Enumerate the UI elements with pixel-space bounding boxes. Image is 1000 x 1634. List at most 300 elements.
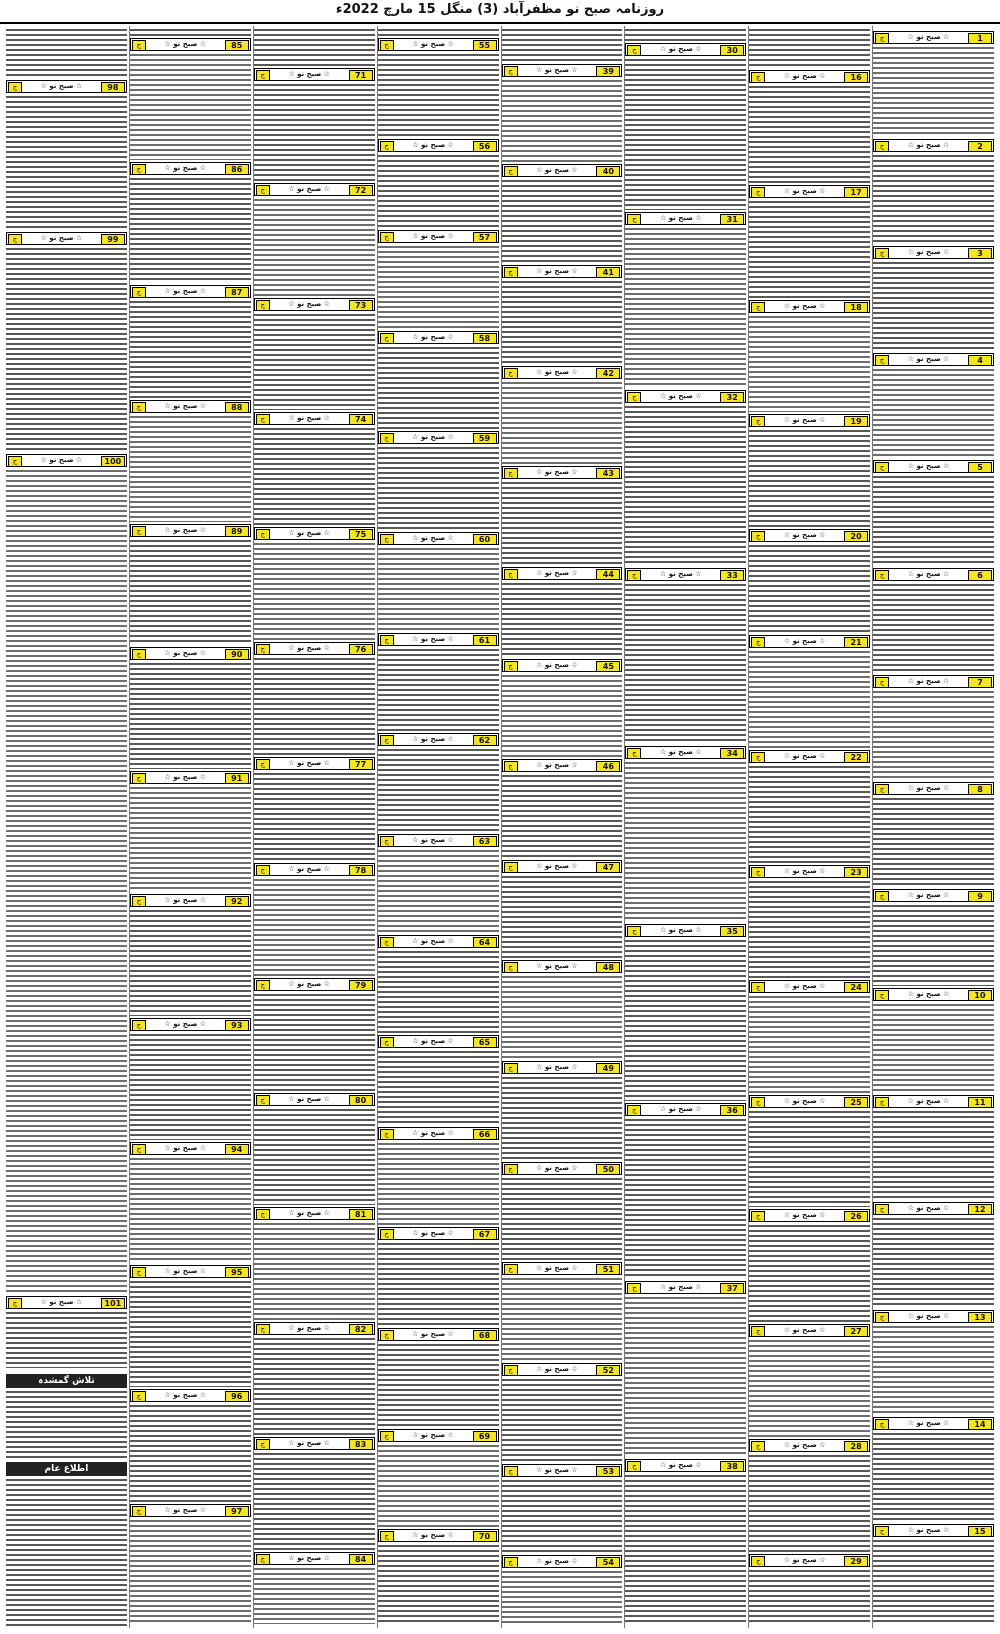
ad-text bbox=[378, 1242, 499, 1326]
ad-header bbox=[378, 230, 499, 243]
ad-text bbox=[625, 1118, 746, 1279]
ad-number: 5 bbox=[968, 462, 992, 473]
ad-mark: ج bbox=[504, 761, 518, 772]
ad-header bbox=[502, 567, 623, 580]
ad-header bbox=[749, 414, 870, 427]
ad-number: 25 bbox=[844, 1097, 868, 1108]
ad-brand-label: ☆ صبح نو ☆ bbox=[536, 166, 578, 174]
ad-number: 30 bbox=[720, 45, 744, 56]
ad-brand-label: ☆ صبح نو ☆ bbox=[40, 82, 83, 90]
ad-header bbox=[378, 38, 499, 51]
ad-header bbox=[873, 353, 994, 366]
public-notice-header: اطلاع عام bbox=[6, 1462, 127, 1476]
ad-text bbox=[378, 1444, 499, 1527]
ad-number: 22 bbox=[844, 752, 868, 763]
ad-text bbox=[625, 1296, 746, 1457]
ad-mark: ج bbox=[875, 1312, 889, 1323]
ad-mark: ج bbox=[751, 637, 765, 648]
ad-header bbox=[130, 400, 251, 413]
ad-column bbox=[129, 26, 251, 1628]
ad-mark: ج bbox=[875, 355, 889, 366]
ad-mark: ج bbox=[504, 1264, 518, 1275]
ad-brand-label: ☆ صبح نو ☆ bbox=[783, 1441, 826, 1449]
ad-header bbox=[873, 988, 994, 1001]
ad-mark: ج bbox=[380, 433, 394, 444]
ad-number: 93 bbox=[225, 1020, 249, 1031]
ad-number: 96 bbox=[225, 1391, 249, 1402]
ad-number: 71 bbox=[349, 70, 373, 81]
ad-brand-label: ☆ صبح نو ☆ bbox=[536, 962, 578, 970]
ad-text bbox=[625, 28, 746, 41]
ad-header bbox=[873, 1310, 994, 1323]
ad-number: 89 bbox=[225, 526, 249, 537]
ad-brand-label: ☆ صبح نو ☆ bbox=[907, 248, 950, 256]
ad-text bbox=[130, 300, 251, 398]
ad-number: 2 bbox=[968, 141, 992, 152]
ad-text bbox=[625, 761, 746, 922]
ad-column bbox=[6, 26, 127, 1628]
ad-mark: ج bbox=[751, 1556, 765, 1567]
ad-number: 48 bbox=[596, 962, 620, 973]
ad-brand-label: ☆ صبح نو ☆ bbox=[907, 1526, 950, 1534]
ad-mark: ج bbox=[380, 40, 394, 51]
ad-text bbox=[378, 1544, 499, 1624]
ad-text bbox=[130, 1280, 251, 1387]
ad-column bbox=[377, 26, 499, 1628]
ad-header bbox=[502, 164, 623, 177]
ad-mark: ج bbox=[8, 1298, 22, 1309]
ad-text bbox=[6, 1311, 127, 1368]
ad-brand-label: ☆ صبح نو ☆ bbox=[783, 752, 826, 760]
ad-brand-label: ☆ صبح نو ☆ bbox=[164, 1506, 207, 1514]
ad-number: 16 bbox=[844, 72, 868, 83]
ad-mark: ج bbox=[875, 990, 889, 1001]
ad-text bbox=[625, 1474, 746, 1624]
ad-brand-label: ☆ صبح نو ☆ bbox=[536, 468, 578, 476]
ad-mark: ج bbox=[380, 1229, 394, 1240]
ad-header bbox=[254, 1437, 375, 1450]
ad-header bbox=[625, 390, 746, 403]
ad-header bbox=[749, 865, 870, 878]
ad-number: 46 bbox=[596, 761, 620, 772]
ad-header bbox=[254, 1552, 375, 1565]
ad-brand-label: ☆ صبح نو ☆ bbox=[660, 1461, 702, 1469]
ad-header bbox=[873, 139, 994, 152]
ad-header bbox=[378, 1529, 499, 1542]
ad-text bbox=[502, 28, 623, 62]
ad-number: 18 bbox=[844, 302, 868, 313]
ad-header bbox=[749, 1554, 870, 1567]
ad-number: 39 bbox=[596, 66, 620, 77]
ad-mark: ج bbox=[256, 1095, 270, 1106]
ad-brand-label: ☆ صبح نو ☆ bbox=[907, 784, 950, 792]
ad-mark: ج bbox=[504, 267, 518, 278]
ad-text bbox=[378, 1050, 499, 1125]
ad-brand-label: ☆ صبح نو ☆ bbox=[412, 333, 454, 341]
ad-text bbox=[130, 662, 251, 769]
ad-number: 51 bbox=[596, 1264, 620, 1275]
ad-text bbox=[378, 648, 499, 731]
ad-header bbox=[873, 31, 994, 44]
ad-mark: ج bbox=[132, 1020, 146, 1031]
ad-brand-label: ☆ صبح نو ☆ bbox=[907, 1204, 950, 1212]
ad-text bbox=[873, 797, 994, 887]
ad-brand-label: ☆ صبح نو ☆ bbox=[412, 1037, 454, 1045]
ad-mark: ج bbox=[380, 534, 394, 545]
ad-brand-label: ☆ صبح نو ☆ bbox=[536, 862, 578, 870]
ad-header bbox=[254, 978, 375, 991]
ad-text bbox=[254, 28, 375, 66]
ad-brand-label: ☆ صبح نو ☆ bbox=[288, 300, 330, 308]
ad-brand-label: ☆ صبح نو ☆ bbox=[907, 1419, 950, 1427]
ad-brand-label: ☆ صبح نو ☆ bbox=[288, 414, 330, 422]
ad-text bbox=[6, 95, 127, 230]
ad-number: 8 bbox=[968, 784, 992, 795]
ad-text bbox=[378, 950, 499, 1033]
ad-text bbox=[502, 381, 623, 464]
ad-text bbox=[502, 79, 623, 162]
ad-mark: ج bbox=[875, 33, 889, 44]
ad-text bbox=[502, 674, 623, 757]
ad-brand-label: ☆ صبح نو ☆ bbox=[288, 1439, 330, 1447]
ad-header bbox=[873, 889, 994, 902]
ad-brand-label: ☆ صبح نو ☆ bbox=[412, 141, 454, 149]
ad-header bbox=[378, 1328, 499, 1341]
ad-mark: ج bbox=[256, 1554, 270, 1565]
ad-mark: ج bbox=[504, 368, 518, 379]
ad-mark: ج bbox=[380, 1531, 394, 1542]
ad-brand-label: ☆ صبح نو ☆ bbox=[783, 982, 826, 990]
ad-number: 20 bbox=[844, 531, 868, 542]
ad-header bbox=[130, 524, 251, 537]
ad-header bbox=[502, 366, 623, 379]
ad-mark: ج bbox=[8, 82, 22, 93]
ad-header bbox=[254, 757, 375, 770]
ad-text bbox=[130, 1157, 251, 1263]
ad-mark: ج bbox=[256, 70, 270, 81]
ad-mark: ج bbox=[504, 468, 518, 479]
ad-mark: ج bbox=[132, 1144, 146, 1155]
ad-header bbox=[378, 1429, 499, 1442]
ad-mark: ج bbox=[256, 644, 270, 655]
ad-mark: ج bbox=[380, 735, 394, 746]
ad-header bbox=[625, 1103, 746, 1116]
ad-number: 50 bbox=[596, 1164, 620, 1175]
ad-header bbox=[502, 1363, 623, 1376]
ad-mark: ج bbox=[627, 926, 641, 937]
ad-number: 95 bbox=[225, 1267, 249, 1278]
ad-brand-label: ☆ صبح نو ☆ bbox=[536, 761, 578, 769]
ad-header bbox=[6, 232, 127, 245]
ad-brand-label: ☆ صبح نو ☆ bbox=[164, 773, 207, 781]
ad-number: 43 bbox=[596, 468, 620, 479]
ad-text bbox=[502, 1479, 623, 1553]
ad-mark: ج bbox=[504, 1063, 518, 1074]
ad-mark: ج bbox=[256, 1324, 270, 1335]
ad-text bbox=[749, 1339, 870, 1437]
ad-header bbox=[749, 980, 870, 993]
ad-brand-label: ☆ صبح نو ☆ bbox=[288, 70, 330, 78]
ad-text bbox=[502, 875, 623, 958]
ad-text bbox=[749, 85, 870, 183]
ad-column bbox=[501, 26, 623, 1628]
ad-number: 6 bbox=[968, 570, 992, 581]
ad-header bbox=[254, 1093, 375, 1106]
ad-text bbox=[130, 415, 251, 522]
ad-header bbox=[502, 759, 623, 772]
ad-header bbox=[378, 139, 499, 152]
ad-number: 53 bbox=[596, 1466, 620, 1477]
ad-mark: ج bbox=[256, 980, 270, 991]
ad-text bbox=[873, 1110, 994, 1200]
ad-number: 60 bbox=[473, 534, 497, 545]
ad-text bbox=[378, 245, 499, 329]
ad-number: 64 bbox=[473, 937, 497, 948]
ad-number: 75 bbox=[349, 529, 373, 540]
ad-mark: ج bbox=[132, 402, 146, 413]
ad-text bbox=[502, 975, 623, 1059]
ad-number: 63 bbox=[473, 836, 497, 847]
ad-header bbox=[378, 1127, 499, 1140]
ad-text bbox=[254, 993, 375, 1091]
notice-text bbox=[6, 1390, 127, 1458]
ad-brand-label: ☆ صبح نو ☆ bbox=[288, 865, 330, 873]
ad-number: 68 bbox=[473, 1330, 497, 1341]
ad-brand-label: ☆ صبح نو ☆ bbox=[783, 1326, 826, 1334]
ad-brand-label: ☆ صبح نو ☆ bbox=[288, 759, 330, 767]
ad-header bbox=[502, 466, 623, 479]
ad-number: 66 bbox=[473, 1129, 497, 1140]
ad-header bbox=[378, 733, 499, 746]
ad-brand-label: ☆ صبح نو ☆ bbox=[164, 649, 207, 657]
ad-text bbox=[378, 53, 499, 137]
ad-mark: ج bbox=[256, 185, 270, 196]
ad-header bbox=[749, 750, 870, 763]
ad-number: 77 bbox=[349, 759, 373, 770]
ad-header bbox=[625, 568, 746, 581]
ad-number: 19 bbox=[844, 416, 868, 427]
ad-mark: ج bbox=[256, 865, 270, 876]
ad-header bbox=[130, 1504, 251, 1517]
ad-brand-label: ☆ صبح نو ☆ bbox=[907, 1097, 950, 1105]
ad-number: 72 bbox=[349, 185, 373, 196]
ad-number: 65 bbox=[473, 1037, 497, 1048]
ad-mark: ج bbox=[504, 962, 518, 973]
ad-brand-label: ☆ صبح نو ☆ bbox=[164, 1144, 207, 1152]
ad-brand-label: ☆ صبح نو ☆ bbox=[288, 185, 330, 193]
ad-brand-label: ☆ صبح نو ☆ bbox=[288, 644, 330, 652]
ad-text bbox=[254, 1567, 375, 1624]
ad-mark: ج bbox=[751, 1326, 765, 1337]
ad-mark: ج bbox=[875, 677, 889, 688]
ad-brand-label: ☆ صبح نو ☆ bbox=[536, 1466, 578, 1474]
ad-number: 41 bbox=[596, 267, 620, 278]
ad-number: 12 bbox=[968, 1204, 992, 1215]
ad-text bbox=[254, 427, 375, 525]
ad-number: 38 bbox=[720, 1461, 744, 1472]
ad-mark: ج bbox=[751, 1211, 765, 1222]
ad-number: 11 bbox=[968, 1097, 992, 1108]
ad-number: 28 bbox=[844, 1441, 868, 1452]
ad-mark: ج bbox=[627, 1283, 641, 1294]
ad-brand-label: ☆ صبح نو ☆ bbox=[907, 570, 950, 578]
ad-mark: ج bbox=[751, 752, 765, 763]
ad-text bbox=[502, 1177, 623, 1260]
ad-text bbox=[130, 1519, 251, 1624]
ad-mark: ج bbox=[8, 234, 22, 245]
ad-column bbox=[253, 26, 375, 1628]
ad-number: 94 bbox=[225, 1144, 249, 1155]
ad-number: 83 bbox=[349, 1439, 373, 1450]
ad-header bbox=[130, 162, 251, 175]
newspaper-masthead: روزنامہ صبح نو مظفرآباد (3) منگل 15 مارچ 2022ء bbox=[335, 2, 665, 17]
ad-text bbox=[749, 1454, 870, 1552]
ad-mark: ج bbox=[751, 72, 765, 83]
ad-mark: ج bbox=[132, 40, 146, 51]
ad-header bbox=[502, 1464, 623, 1477]
ad-mark: ج bbox=[504, 862, 518, 873]
ad-header bbox=[130, 647, 251, 660]
ad-mark: ج bbox=[132, 164, 146, 175]
ad-mark: ج bbox=[627, 214, 641, 225]
ad-number: 56 bbox=[473, 141, 497, 152]
ad-text bbox=[873, 904, 994, 986]
ad-brand-label: ☆ صبح نو ☆ bbox=[536, 661, 578, 669]
ad-brand-label: ☆ صبح نو ☆ bbox=[783, 1556, 826, 1564]
ad-number: 1 bbox=[968, 33, 992, 44]
ad-brand-label: ☆ صبح نو ☆ bbox=[164, 896, 207, 904]
ad-mark: ج bbox=[504, 66, 518, 77]
ad-mark: ج bbox=[875, 248, 889, 259]
ad-number: 14 bbox=[968, 1419, 992, 1430]
ad-text bbox=[254, 772, 375, 861]
ad-brand-label: ☆ صبح نو ☆ bbox=[536, 1264, 578, 1272]
ad-text bbox=[873, 690, 994, 780]
ad-header bbox=[378, 1227, 499, 1240]
ad-header bbox=[873, 568, 994, 581]
ad-header bbox=[502, 860, 623, 873]
ad-mark: ج bbox=[751, 531, 765, 542]
ad-text bbox=[749, 315, 870, 412]
ad-number: 34 bbox=[720, 748, 744, 759]
ad-text bbox=[625, 58, 746, 210]
ad-brand-label: ☆ صبح نو ☆ bbox=[164, 1267, 207, 1275]
ad-brand-label: ☆ صبح نو ☆ bbox=[660, 748, 702, 756]
ad-header bbox=[502, 64, 623, 77]
ad-text bbox=[749, 544, 870, 633]
ad-header bbox=[873, 1202, 994, 1215]
ad-header bbox=[378, 633, 499, 646]
ad-column bbox=[748, 26, 870, 1628]
ad-header bbox=[873, 1524, 994, 1537]
ad-number: 33 bbox=[720, 570, 744, 581]
ad-header bbox=[502, 265, 623, 278]
ad-header bbox=[130, 771, 251, 784]
ad-header bbox=[378, 1035, 499, 1048]
ad-brand-label: ☆ صبح نو ☆ bbox=[536, 267, 578, 275]
ad-text bbox=[625, 227, 746, 388]
ad-brand-label: ☆ صبح نو ☆ bbox=[660, 1105, 702, 1113]
ad-header bbox=[873, 246, 994, 259]
ad-number: 27 bbox=[844, 1326, 868, 1337]
ad-header bbox=[6, 1296, 127, 1309]
ad-text bbox=[873, 1003, 994, 1093]
ad-brand-label: ☆ صبح نو ☆ bbox=[783, 302, 826, 310]
ad-number: 10 bbox=[968, 990, 992, 1001]
ad-number: 23 bbox=[844, 867, 868, 878]
ad-brand-label: ☆ صبح نو ☆ bbox=[412, 1330, 454, 1338]
ad-text bbox=[130, 28, 251, 36]
ad-header bbox=[749, 529, 870, 542]
ad-header bbox=[625, 1281, 746, 1294]
ad-number: 58 bbox=[473, 333, 497, 344]
ad-header bbox=[625, 43, 746, 56]
ad-header bbox=[749, 185, 870, 198]
ad-header bbox=[130, 1018, 251, 1031]
ad-text bbox=[873, 28, 994, 29]
ad-brand-label: ☆ صبح نو ☆ bbox=[783, 531, 826, 539]
ad-brand-label: ☆ صبح نو ☆ bbox=[907, 462, 950, 470]
ad-brand-label: ☆ صبح نو ☆ bbox=[412, 635, 454, 643]
ad-brand-label: ☆ صبح نو ☆ bbox=[164, 1391, 207, 1399]
ad-mark: ج bbox=[751, 302, 765, 313]
ad-header bbox=[378, 935, 499, 948]
ad-mark: ج bbox=[504, 1557, 518, 1568]
ad-brand-label: ☆ صبح نو ☆ bbox=[164, 402, 207, 410]
ad-mark: ج bbox=[875, 1097, 889, 1108]
ad-number: 54 bbox=[596, 1557, 620, 1568]
ad-mark: ج bbox=[380, 141, 394, 152]
ad-number: 80 bbox=[349, 1095, 373, 1106]
ad-number: 47 bbox=[596, 862, 620, 873]
ad-brand-label: ☆ صبح نو ☆ bbox=[536, 569, 578, 577]
ad-mark: ج bbox=[380, 1330, 394, 1341]
ad-text bbox=[378, 849, 499, 933]
ad-mark: ج bbox=[875, 1204, 889, 1215]
ad-text bbox=[502, 1277, 623, 1361]
ad-number: 79 bbox=[349, 980, 373, 991]
ad-brand-label: ☆ صبح نو ☆ bbox=[907, 677, 950, 685]
ad-number: 13 bbox=[968, 1312, 992, 1323]
ad-header bbox=[378, 431, 499, 444]
ad-text bbox=[130, 539, 251, 645]
ad-header bbox=[873, 782, 994, 795]
ad-text bbox=[502, 1378, 623, 1462]
ad-mark: ج bbox=[627, 570, 641, 581]
ad-number: 45 bbox=[596, 661, 620, 672]
ad-text bbox=[254, 1452, 375, 1550]
ad-text bbox=[502, 582, 623, 657]
ad-header bbox=[130, 38, 251, 51]
ad-mark: ج bbox=[751, 1441, 765, 1452]
ad-text bbox=[873, 154, 994, 244]
missing-notice-header: تلاش گمشدہ bbox=[6, 1374, 127, 1388]
ad-number: 37 bbox=[720, 1283, 744, 1294]
ad-text bbox=[254, 1222, 375, 1320]
ad-text bbox=[625, 583, 746, 744]
ad-mark: ج bbox=[380, 1129, 394, 1140]
ad-number: 52 bbox=[596, 1365, 620, 1376]
ad-mark: ج bbox=[875, 141, 889, 152]
ad-number: 74 bbox=[349, 414, 373, 425]
ad-header bbox=[254, 183, 375, 196]
ad-brand-label: ☆ صبح نو ☆ bbox=[40, 1298, 83, 1306]
ad-header bbox=[625, 1459, 746, 1472]
ad-number: 86 bbox=[225, 164, 249, 175]
ad-number: 59 bbox=[473, 433, 497, 444]
ad-brand-label: ☆ صبح نو ☆ bbox=[412, 836, 454, 844]
ad-mark: ج bbox=[256, 1209, 270, 1220]
